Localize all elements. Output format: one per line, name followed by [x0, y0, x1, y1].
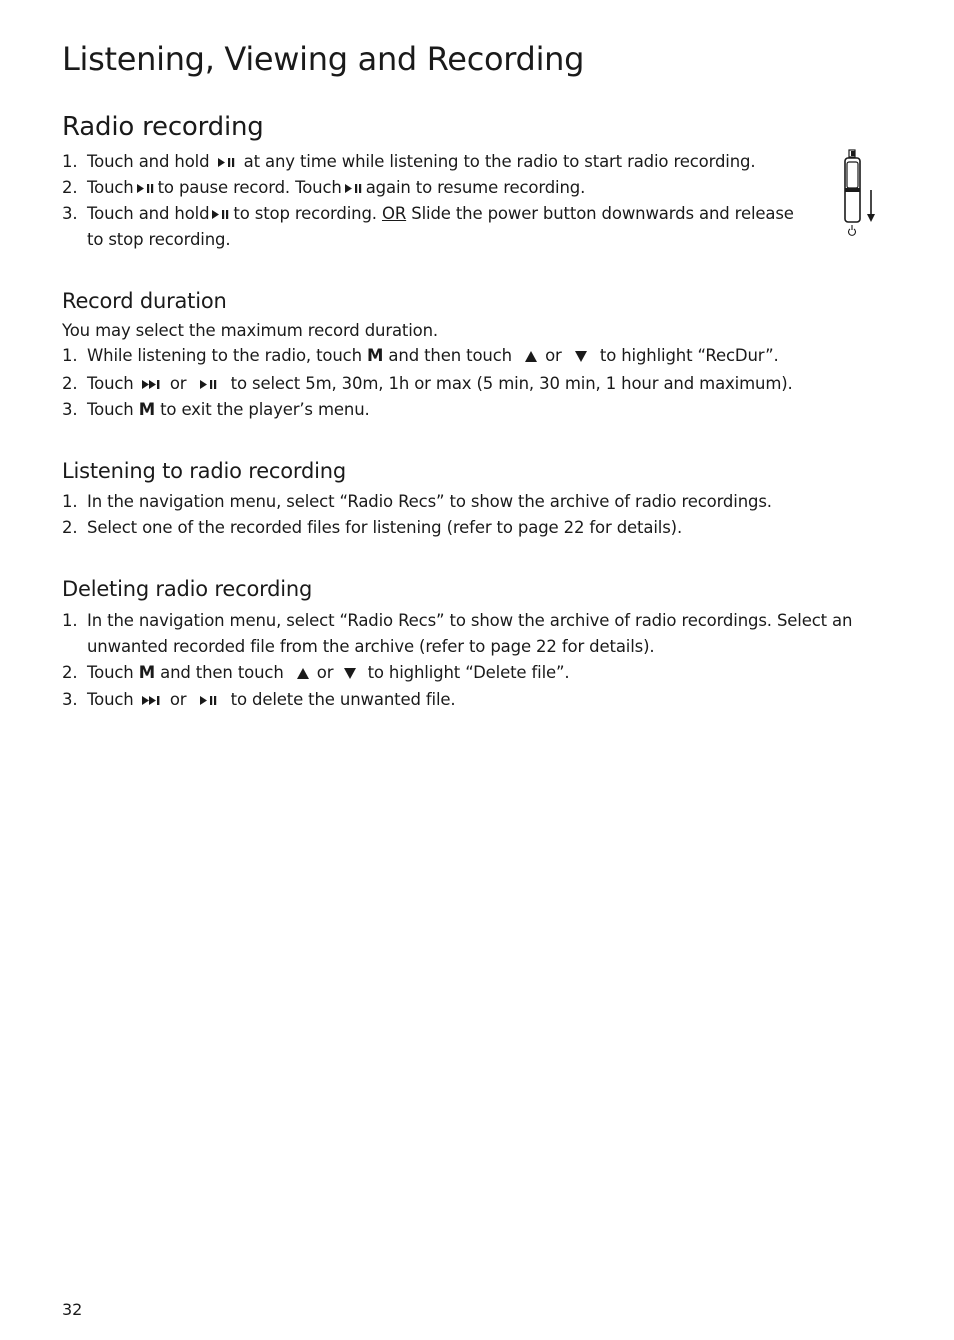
- menu-button-label: M: [138, 400, 155, 419]
- up-triangle-icon: [297, 668, 309, 679]
- play-pause-icon: [200, 379, 218, 390]
- power-slider-icon: [838, 148, 880, 244]
- record-duration-intro: You may select the maximum record duration.: [62, 321, 439, 340]
- section-heading-listening: Listening to radio recording: [62, 459, 346, 483]
- down-triangle-icon: [575, 351, 587, 362]
- radio-recording-step-2: 2. Touch to pause record. Touch again to resume recording.: [62, 178, 586, 197]
- menu-button-label: M: [138, 663, 155, 682]
- radio-recording-step-3: 3. Touch and hold to stop recording. OR Slide the power button downwards and release: [62, 204, 794, 223]
- listening-step-2: 2. Select one of the recorded files for listening (refer to page 22 for details).: [62, 518, 683, 537]
- deleting-step-1: 1. In the navigation menu, select “Radio Recs” to show the archive of radio recordings. Select an: [62, 611, 853, 630]
- play-pause-icon: [212, 209, 230, 220]
- or-emphasis: OR: [381, 204, 407, 223]
- radio-recording-step-3-continued: to stop recording.: [87, 230, 231, 249]
- play-pause-icon: [137, 183, 155, 194]
- record-duration-step-1: 1. While listening to the radio, touch M and then touch or to highlight “RecDur”.: [62, 346, 779, 365]
- play-pause-icon: [218, 157, 236, 168]
- up-triangle-icon: [525, 351, 537, 362]
- menu-button-label: M: [367, 346, 384, 365]
- page-number: 32: [62, 1300, 83, 1319]
- section-heading-record-duration: Record duration: [62, 289, 227, 313]
- record-duration-step-2: 2. Touch or to select 5m, 30m, 1h or max (5 min, 30 min, 1 hour and maximum).: [62, 374, 793, 393]
- deleting-step-3: 3. Touch or to delete the unwanted file.: [62, 690, 456, 709]
- listening-step-1: 1. In the navigation menu, select “Radio Recs” to show the archive of radio recordings.: [62, 492, 772, 511]
- page-title: Listening, Viewing and Recording: [62, 40, 585, 78]
- next-track-icon: [142, 695, 162, 706]
- deleting-step-1-continued: unwanted recorded file from the archive (refer to page 22 for details).: [87, 637, 655, 656]
- section-heading-deleting: Deleting radio recording: [62, 577, 313, 601]
- radio-recording-step-1: 1. Touch and hold at any time while listening to the radio to start radio recording.: [62, 152, 756, 171]
- play-pause-icon: [345, 183, 363, 194]
- deleting-step-2: 2. Touch M and then touch or to highlight “Delete file”.: [62, 663, 570, 682]
- next-track-icon: [142, 379, 162, 390]
- record-duration-step-3: 3. Touch M to exit the player’s menu.: [62, 400, 370, 419]
- down-triangle-icon: [344, 668, 356, 679]
- play-pause-icon: [200, 695, 218, 706]
- section-heading-radio-recording: Radio recording: [62, 112, 264, 142]
